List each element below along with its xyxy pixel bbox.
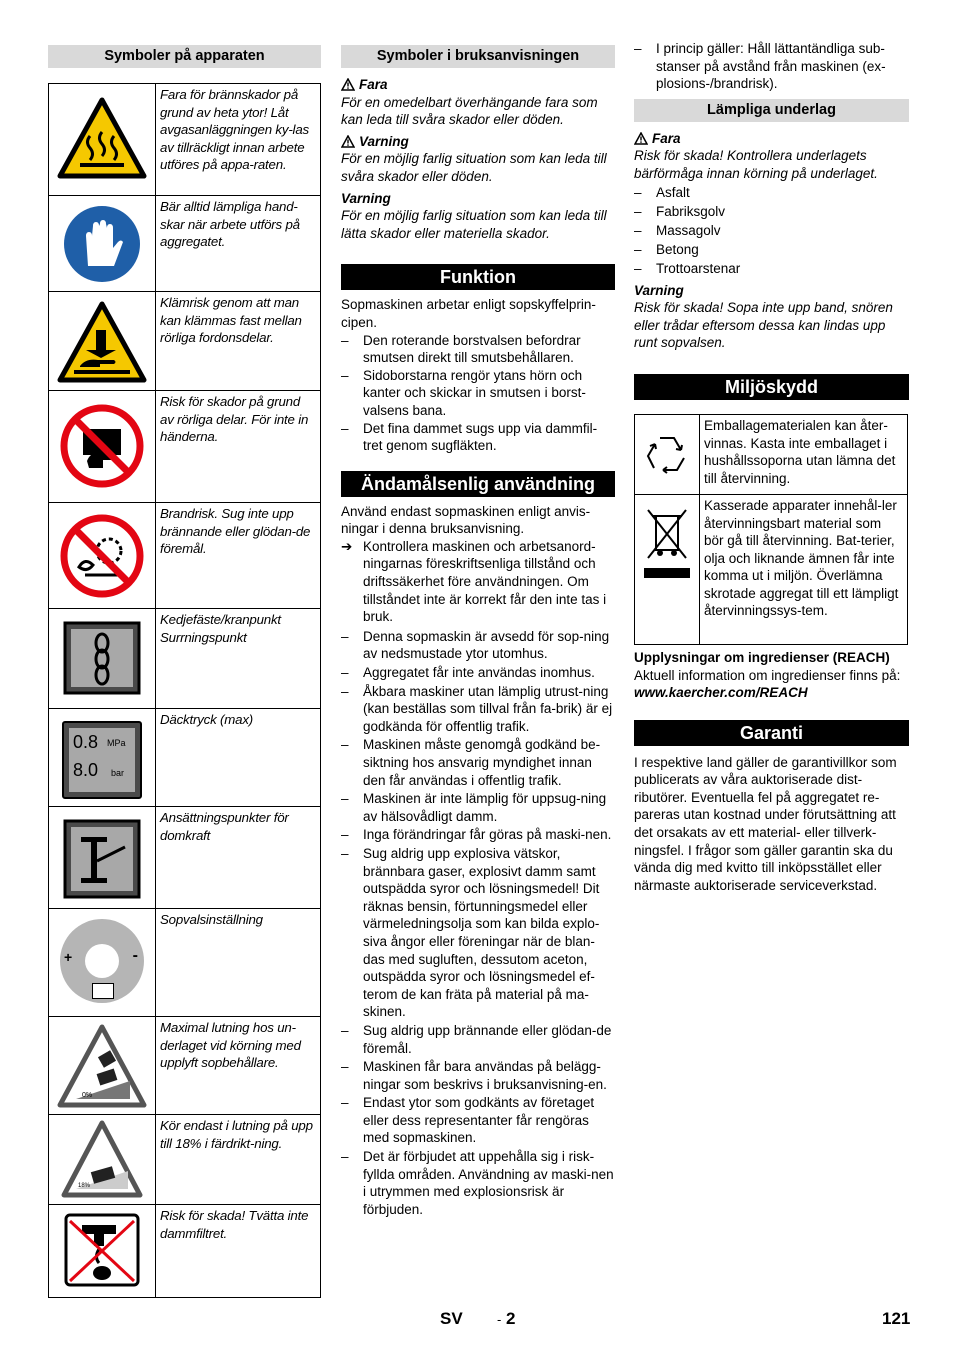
list-item: – Fabriksgolv	[634, 203, 726, 219]
funktion-heading: Funktion	[341, 264, 615, 290]
crossed-bin-icon	[642, 506, 692, 586]
list-item: – Sidoborstarna rengör ytans hörn och kanter och skickar in smutsen i borst-valsens bana.	[341, 367, 586, 418]
pressure-bottom-value: 8.0	[73, 760, 99, 780]
warranty-text: I respektive land gäller de garantivillkor som publicerats av våra auktoriserade dist-ributörer. Eventuella fel på aggregatet re-pareras utan kostnad under förutsättning att det orsakats av ett material- eller tillverk-ningsfel. I frågor som gäller garantin ska du vända dig med kvitto till inköpsstället eller närmaste auktoriserade serviceverkstad.	[634, 754, 897, 893]
env-text: Kasserade apparater innehål-ler återvinningsbart material som bör gå till återvinning. Bat-terier, olja och liknande ämnen får inte komma ut i miljön. Överlämna skrotade aggregat till ett lämpligt återvinningssys-tem.	[700, 494, 908, 644]
surface-heading: Lämpliga underlag	[634, 99, 909, 122]
list-item: – Denna sopmaskin är avsedd för sop-ning av nedsmustade ytor utomhus.	[341, 628, 610, 662]
list-item: – Det fina dammet sugs upp via dammfil-tret genom sugfläkten.	[341, 420, 598, 454]
list-item: – Maskinen får bara användas på belägg-ningar som beskrivs i bruksanvisning-en.	[341, 1059, 607, 1092]
table-row	[49, 503, 321, 609]
table-row	[49, 709, 321, 807]
tire-pressure-icon	[62, 721, 142, 799]
fara-label: Fara	[341, 76, 615, 94]
symbol-description: Däcktryck (max)	[156, 709, 321, 807]
minus-sign: -	[132, 947, 138, 964]
footer-language: SV	[440, 1309, 463, 1328]
table-row	[49, 196, 321, 292]
table-row	[49, 1017, 321, 1115]
list-item: ➔ Kontrollera maskinen och arbetsanord-ningarnas föreskriftsenliga tillstånd och driftssäkerhet före användningen. Om tillståndet inte är korrekt får den inte tas i bruk.	[341, 538, 607, 625]
list-item: – Massagolv	[634, 222, 721, 238]
varning-label: Varning	[634, 282, 684, 298]
list-item: – Den roterande borstvalsen befordrar smutsen direkt till smutsbehållaren.	[341, 332, 581, 366]
fara-description: Risk för skada! Kontrollera underlagets bärförmåga innan körning på underlaget.	[634, 148, 878, 181]
symbol-description: Brandrisk. Sug inte upp brännande eller glödan-de föremål.	[156, 503, 321, 609]
env-table	[634, 414, 908, 645]
symbol-description: Kör endast i lutning på upp till 18% i färdrikt-ning.	[156, 1115, 321, 1205]
symbol-description: Bär alltid lämpliga hand-skar när arbete utförs på aggregatet.	[156, 196, 321, 292]
pressure-top-unit: MPa	[107, 738, 126, 748]
list-item: – Maskinen är inte lämplig för uppsug-ning av hälsovådligt damm.	[341, 791, 607, 824]
arrow-right-icon: ➔	[341, 538, 353, 554]
list-item: – Endast ytor som godkänts av företaget eller dess representanter får rengöras med sopmaskinen.	[341, 1095, 595, 1146]
roller-adjust-icon	[60, 919, 144, 1003]
symbol-description: Ansättningspunkter för domkraft	[156, 807, 321, 909]
list-item: – I princip gäller: Håll lättantändliga sub-stanser på avstånd från maskinen (ex-plosions-/brandrisk).	[634, 41, 886, 92]
recycle-icon	[640, 428, 694, 482]
fara-label: Fara	[634, 130, 909, 148]
table-row	[49, 609, 321, 709]
table-row	[49, 807, 321, 909]
chain-icon	[63, 621, 141, 695]
funktion-intro: Sopmaskinen arbetar enligt sopskyffelprin-cipen.	[341, 297, 596, 330]
table-row	[635, 494, 908, 644]
warranty-heading: Garanti	[634, 720, 909, 746]
no-burning-objects-icon	[59, 513, 145, 599]
fara-description: För en omedelbart överhängande fara som kan leda till svåra skador eller döden.	[341, 94, 598, 128]
table-row	[49, 391, 321, 503]
list-item: – Inga förändringar får göras på maski-nen.	[341, 827, 612, 843]
slope-badge: 18%	[78, 1183, 91, 1189]
funktion-list	[341, 332, 615, 455]
surface-list	[634, 184, 909, 278]
list-item: – Sug aldrig upp explosiva vätskor, brännbara gaser, explosivt damm samt outspädda syror och lösningsmedel! Dit räknas bensin, förtunningsmedel eller värmeledningsolja som kan bilda explo-siva ångor eller föreningar när de blan-das med sugluften, dessutom aceton, outspädda syror och lösningsmedel ef-terom de kan fräta på material på ma-skinen.	[341, 845, 600, 1020]
symbol-description: Risk för skada! Tvätta inte dammfiltret.	[156, 1205, 321, 1298]
warning-triangle-icon	[341, 135, 355, 148]
manual-symbols-column	[341, 45, 615, 1218]
slope-badge: 0%	[82, 1092, 93, 1099]
pressure-bottom-unit: bar	[111, 768, 125, 778]
footer-dash: -	[497, 1312, 502, 1327]
warning-triangle-icon	[634, 132, 648, 145]
list-item: – Aggregatet får inte användas inomhus.	[341, 665, 595, 681]
warning-triangle-icon	[341, 78, 355, 91]
jack-point-icon	[63, 819, 141, 899]
symbol-description: Sopvalsinställning	[156, 909, 321, 1017]
use-list	[341, 628, 615, 1219]
symbol-description: Fara för brännskador på grund av heta ytor! Låt avgasanläggningen ky-las av tillräckligt innan arbete utföres på appa-raten.	[156, 84, 321, 196]
varning-description: Risk för skada! Sopa inte upp band, snören eller trådar eftersom dessa kan lindas upp runt sopvalsen.	[634, 300, 893, 351]
right-column	[634, 40, 909, 894]
max-slope-18-icon	[60, 1119, 144, 1199]
footer-page-number: 121	[882, 1309, 911, 1328]
table-row	[49, 84, 321, 196]
device-symbols-heading: Symboler på apparaten	[48, 45, 321, 68]
list-item: – Det är förbjudet att uppehålla sig i risk-fyllda områden. Användning av maski-nen i utrymmen med explosionsrisk är förbjuden.	[341, 1149, 614, 1217]
env-text: Emballagematerialen kan åter-vinnas. Kasta inte emballaget i hushållssoporna utan lämna det till återvinning.	[700, 414, 908, 494]
max-slope-raised-icon	[56, 1023, 148, 1109]
varning-label: Varning	[341, 133, 615, 151]
reach-text: Aktuell information om ingredienser finns på:	[634, 667, 901, 683]
device-symbols-table	[48, 83, 321, 1298]
plus-sign: +	[64, 949, 73, 965]
list-item: – Betong	[634, 241, 699, 257]
list-item: – Trottoarstenar	[634, 260, 741, 276]
footer-sub-page: 2	[506, 1309, 516, 1328]
manual-symbols-heading: Symboler i bruksanvisningen	[341, 45, 615, 68]
reach-link[interactable]: www.kaercher.com/REACH	[634, 685, 808, 701]
reach-title: Upplysningar om ingredienser (REACH)	[634, 649, 890, 665]
symbol-description: Maximal lutning hos un-derlaget vid körning med upplyft sopbehållare.	[156, 1017, 321, 1115]
device-symbols-column	[48, 45, 321, 1298]
use-intro: Använd endast sopmaskinen enligt anvis-ningar i denna bruksanvisning.	[341, 503, 591, 537]
table-row	[49, 292, 321, 391]
wear-gloves-icon	[62, 204, 142, 284]
table-row	[49, 1205, 321, 1298]
varning2-description: För en möjlig farlig situation som kan leda till lätta skador eller materiella skador.	[341, 208, 607, 241]
no-hands-icon	[59, 403, 145, 489]
crush-hazard-icon	[56, 300, 148, 384]
varning-description: För en möjlig farlig situation som kan leda till svåra skador eller döden.	[341, 151, 607, 184]
table-row	[49, 909, 321, 1017]
env-heading: Miljöskydd	[634, 374, 909, 400]
list-item: – Maskinen måste genomgå godkänd be-siktning hos ansvarig myndighet innan den får användas i offentlig trafik.	[341, 737, 601, 788]
varning2-label: Varning	[341, 190, 391, 206]
list-item: – Sug aldrig upp brännande eller glödan-de föremål.	[341, 1022, 612, 1056]
use-heading: Ändamålsenlig användning	[341, 471, 615, 497]
list-item: – Åkbara maskiner utan lämplig utrust-ning (kan beställas som tillval från fa-brik) är ej godkända för offentlig trafik.	[341, 683, 613, 734]
no-wash-filter-icon	[64, 1213, 140, 1287]
symbol-description: Kedjefäste/kranpunkt Surrningspunkt	[156, 609, 321, 709]
list-item: – Asfalt	[634, 184, 690, 200]
table-row	[49, 1115, 321, 1205]
symbol-description: Risk för skador på grund av rörliga delar. För inte in händerna.	[156, 391, 321, 503]
pressure-top-value: 0.8	[73, 732, 99, 752]
table-row	[635, 414, 908, 494]
symbol-description: Klämrisk genom att man kan klämmas fast mellan rörliga fordonsdelar.	[156, 292, 321, 391]
hot-surface-warning-icon	[56, 96, 148, 180]
